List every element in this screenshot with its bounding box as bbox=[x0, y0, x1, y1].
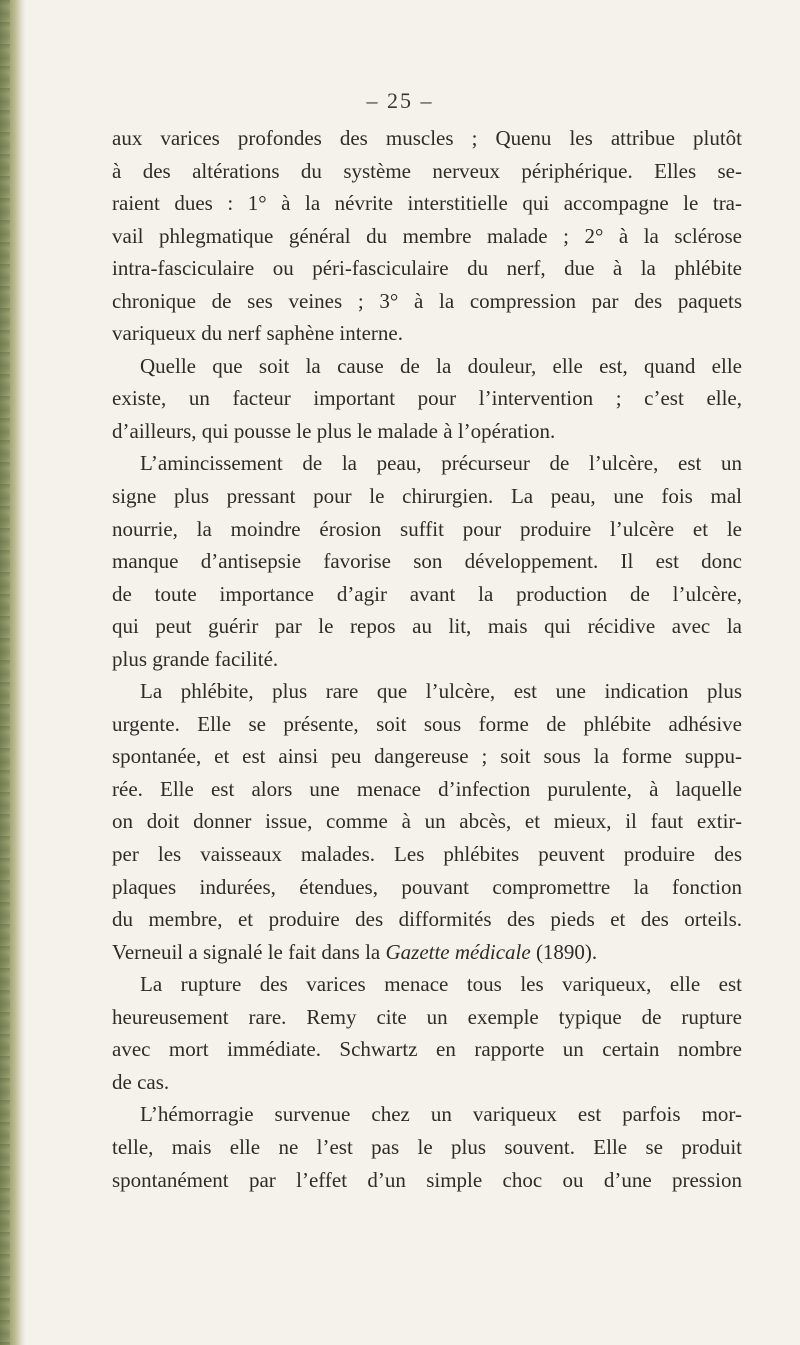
text-line: spontanément par l’effet d’un simple choc ou d’une pression bbox=[112, 1167, 742, 1192]
text-line: avec mort immédiate. Schwartz en rapporte un certain nombre bbox=[112, 1037, 742, 1062]
text-line: rée. Elle est alors une menace d’infection purulente, à laquelle bbox=[112, 776, 742, 801]
text-line: de toute importance d’agir avant la production de l’ulcère, bbox=[112, 581, 742, 606]
text-line: aux varices profondes des muscles ; Quenu les attribue plutôt bbox=[112, 126, 742, 150]
text-line: du membre, et produire des difformités des pieds et des orteils. bbox=[112, 907, 742, 932]
text-line: de cas. bbox=[112, 1069, 170, 1094]
body-text bbox=[112, 122, 742, 1196]
journal-title: Gazette médicale bbox=[385, 939, 531, 964]
text-line: La phlébite, plus rare que l’ulcère, est une indication plus bbox=[140, 679, 742, 704]
text-line: vail phlegmatique général du membre malade ; 2° à la sclérose bbox=[112, 223, 742, 248]
text-line: existe, un facteur important pour l’intervention ; c’est elle, bbox=[112, 386, 742, 411]
text-line: intra-fasciculaire ou péri-fasciculaire du nerf, due à la phlébite bbox=[112, 256, 742, 281]
text-line: raient dues : 1° à la névrite interstitielle qui accompagne le tra- bbox=[112, 191, 742, 216]
text-line: qui peut guérir par le repos au lit, mais qui récidive avec la bbox=[112, 614, 742, 639]
text-line: chronique de ses veines ; 3° à la compression par des paquets bbox=[112, 288, 742, 313]
text-line: urgente. Elle se présente, soit sous forme de phlébite adhésive bbox=[112, 711, 742, 736]
text-line: telle, mais elle ne l’est pas le plus souvent. Elle se produit bbox=[112, 1134, 742, 1159]
page-number: – 25 – bbox=[366, 88, 434, 113]
text-line: L’amincissement de la peau, précurseur de l’ulcère, est un bbox=[140, 451, 742, 476]
text-line: spontanée, et est ainsi peu dangereuse ; soit sous la forme suppu- bbox=[112, 744, 742, 769]
text-line: variqueux du nerf saphène interne. bbox=[112, 321, 403, 346]
page-binding-edge bbox=[0, 0, 26, 1345]
text-line: plus grande facilité. bbox=[112, 646, 279, 671]
text-line: heureusement rare. Remy cite un exemple typique de rupture bbox=[112, 1004, 742, 1029]
text-line: d’ailleurs, qui pousse le plus le malade à l’opération. bbox=[112, 418, 556, 443]
text-line: plaques indurées, étendues, pouvant compromettre la fonction bbox=[112, 874, 742, 899]
text-line: Quelle que soit la cause de la douleur, elle est, quand elle bbox=[140, 353, 742, 378]
text-line: manque d’antisepsie favorise son développement. Il est donc bbox=[112, 549, 742, 574]
text-line: à des altérations du système nerveux périphérique. Elles se- bbox=[112, 158, 742, 183]
text-segment: (1890). bbox=[530, 939, 598, 964]
text-line: La rupture des varices menace tous les variqueux, elle est bbox=[140, 972, 742, 997]
text-line: L’hémorragie survenue chez un variqueux est parfois mor- bbox=[140, 1102, 742, 1127]
text-line: per les vaisseaux malades. Les phlébites peuvent produire des bbox=[112, 842, 742, 867]
text-line: signe plus pressant pour le chirurgien. La peau, une fois mal bbox=[112, 484, 742, 509]
text-segment: Verneuil a signalé le fait dans la bbox=[112, 939, 386, 964]
text-line bbox=[112, 936, 742, 969]
text-line: nourrie, la moindre érosion suffit pour produire l’ulcère et le bbox=[112, 516, 742, 541]
text-line: on doit donner issue, comme à un abcès, et mieux, il faut extir- bbox=[112, 809, 742, 834]
